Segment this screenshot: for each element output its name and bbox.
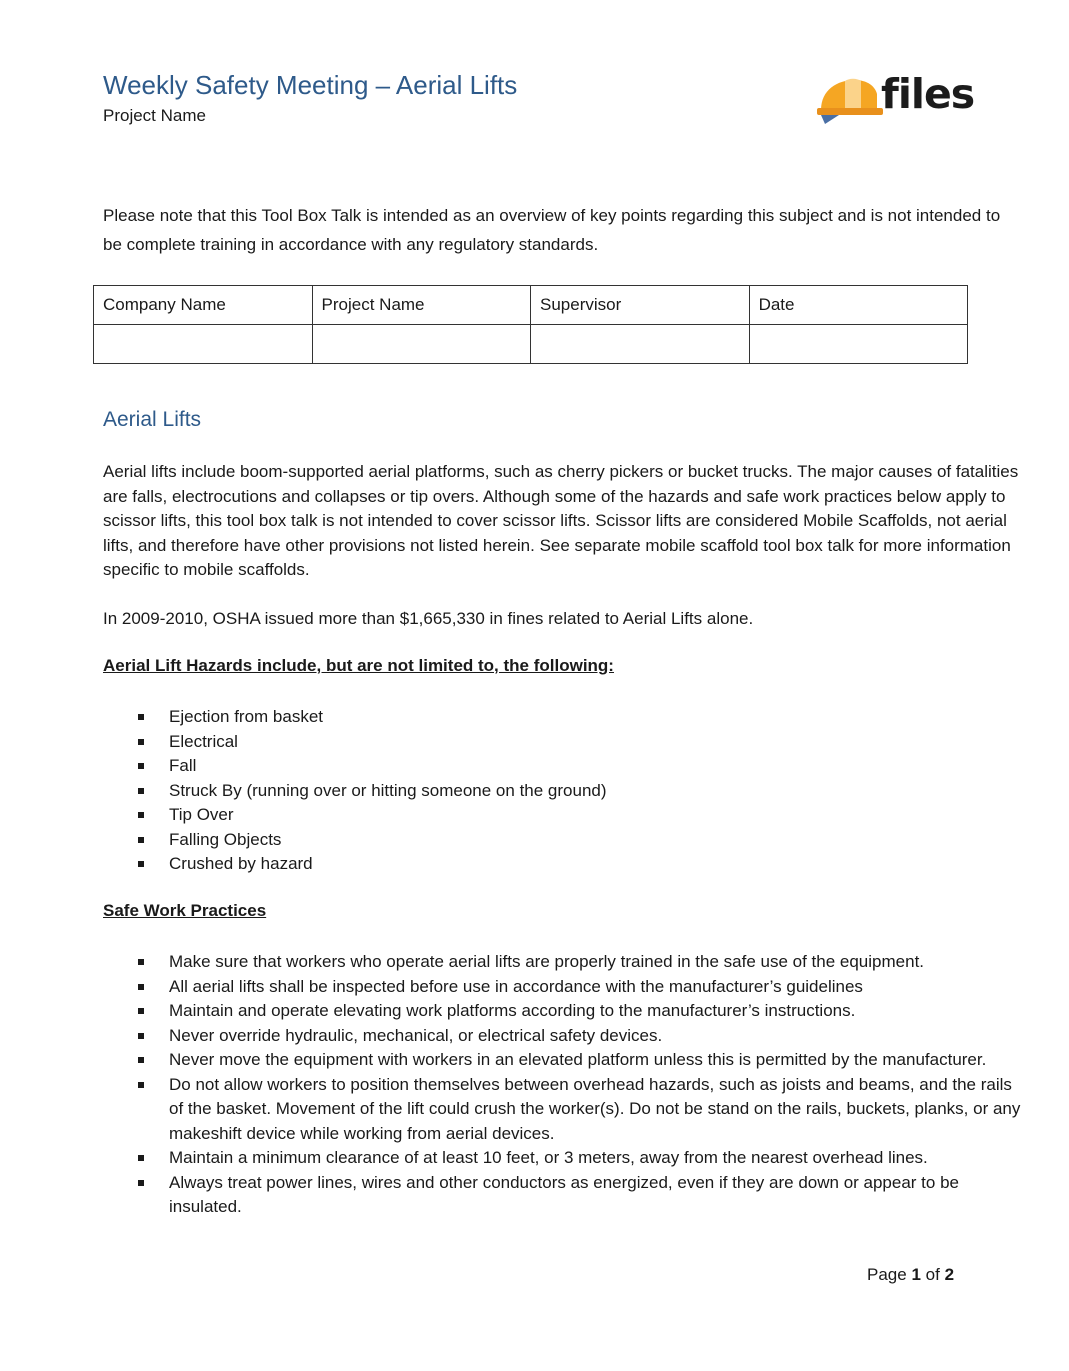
hazards-list	[103, 705, 1023, 877]
bullet-icon	[138, 984, 144, 990]
bullet-icon	[138, 763, 144, 769]
list-item: Electrical	[103, 730, 1023, 755]
document-title: Weekly Safety Meeting – Aerial Lifts	[103, 70, 518, 100]
section-title-aerial-lifts: Aerial Lifts	[103, 408, 202, 431]
list-item: Make sure that workers who operate aerial lifts are properly trained in the safe use of the equipment.	[103, 950, 1023, 975]
logo-wordmark: files	[881, 70, 975, 118]
list-item: Never override hydraulic, mechanical, or electrical safety devices.	[103, 1024, 1023, 1049]
list-item: Ejection from basket	[103, 705, 1023, 730]
list-item: Maintain and operate elevating work platforms according to the manufacturer’s instructions.	[103, 999, 1023, 1024]
supervisor-cell	[531, 325, 750, 364]
osha-fines-paragraph: In 2009-2010, OSHA issued more than $1,665,330 in fines related to Aerial Lifts alone.	[103, 609, 754, 628]
project-name-subtitle: Project Name	[103, 106, 206, 125]
date-header: Date	[749, 286, 967, 325]
bullet-icon	[138, 1033, 144, 1039]
list-item: Maintain a minimum clearance of at least 10 feet, or 3 meters, away from the nearest overhead lines.	[103, 1146, 1023, 1171]
intro-paragraph: Aerial lifts include boom-supported aerial platforms, such as cherry pickers or bucket trucks. The major causes of fatalities are falls, electrocutions and collapses or tip overs. Although some of the hazards and safe work practices below apply to scissor lifts, this tool box talk is not intended to cover scissor lifts. Scissor lifts are considered Mobile Scaffolds, not aerial lifts, and therefore have other provisions not listed herein. See separate mobile scaffold tool box talk for more information specific to mobile scaffolds.	[103, 462, 1019, 579]
list-item: Fall	[103, 754, 1023, 779]
bullet-icon	[138, 812, 144, 818]
practices-list	[103, 950, 1023, 1220]
bullet-icon	[138, 1082, 144, 1088]
safe-work-practices-heading: Safe Work Practices	[103, 901, 267, 920]
supervisor-header: Supervisor	[531, 286, 750, 325]
bullet-icon	[138, 837, 144, 843]
list-item: Falling Objects	[103, 828, 1023, 853]
list-item: Never move the equipment with workers in an elevated platform unless this is permitted by the manufacturer.	[103, 1048, 1023, 1073]
hazards-heading: Aerial Lift Hazards include, but are not limited to, the following:	[103, 656, 614, 675]
list-item: Crushed by hazard	[103, 852, 1023, 877]
list-item: Tip Over	[103, 803, 1023, 828]
of-label: of	[925, 1265, 940, 1284]
company-name-cell	[94, 325, 313, 364]
meeting-info-table	[93, 285, 968, 364]
bullet-icon	[138, 861, 144, 867]
list-item: Always treat power lines, wires and other conductors as energized, even if they are down or appear to be insulated.	[103, 1171, 1023, 1220]
bullet-icon	[138, 1155, 144, 1161]
disclaimer-note: Please note that this Tool Box Talk is intended as an overview of key points regarding this subject and is not intended to be complete training in accordance with any regulatory standards.	[103, 206, 1001, 254]
current-page: 1	[911, 1265, 921, 1284]
company-name-header: Company Name	[94, 286, 313, 325]
bullet-icon	[138, 1057, 144, 1063]
bullet-icon	[138, 788, 144, 794]
project-name-cell	[312, 325, 530, 364]
page-number	[867, 1265, 954, 1285]
list-item: All aerial lifts shall be inspected before use in accordance with the manufacturer’s guidelines	[103, 975, 1023, 1000]
total-pages: 2	[944, 1265, 955, 1284]
bullet-icon	[138, 1180, 144, 1186]
table-value-row	[94, 325, 968, 364]
bullet-icon	[138, 739, 144, 745]
date-cell	[749, 325, 967, 364]
files-logo	[815, 70, 990, 130]
bullet-icon	[138, 1008, 144, 1014]
page-label: Page	[867, 1265, 907, 1284]
table-header-row	[94, 286, 968, 325]
bullet-icon	[138, 959, 144, 965]
list-item: Do not allow workers to position themselves between overhead hazards, such as joists and beams, and the rails of the basket. Movement of the lift could crush the worker(s). Do not be stand on the rails, buckets, planks, or any makeshift device while working from aerial devices.	[103, 1073, 1023, 1147]
project-name-header: Project Name	[312, 286, 530, 325]
bullet-icon	[138, 714, 144, 720]
list-item: Struck By (running over or hitting someone on the ground)	[103, 779, 1023, 804]
hard-hat-icon	[815, 74, 885, 130]
